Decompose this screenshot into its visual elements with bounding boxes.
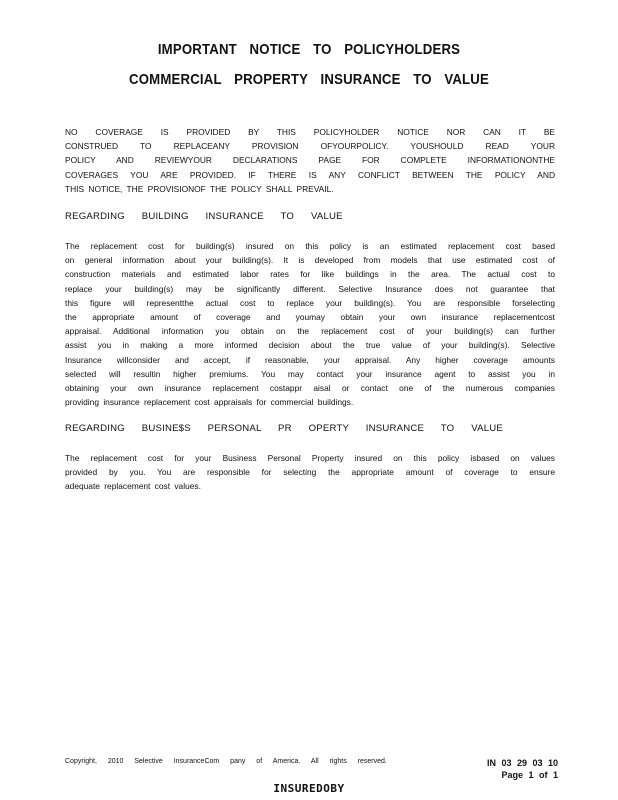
- building-line: The replacement cost for building(s) insured on this policy is an estimated replacement cost based: [65, 241, 555, 251]
- copyright-notice: Copyright, 2010 Selective InsuranceCom pany of America. All rights reserved.: [65, 758, 387, 765]
- building-line: on general information about your building(s). It is developed from models that use estimated cost of: [65, 255, 555, 266]
- building-line: the appropriate amount of coverage and youmay obtain your own insurance replacementcost: [65, 312, 555, 323]
- bpp-section-paragraph: [65, 451, 555, 494]
- building-section-paragraph: [65, 239, 555, 409]
- bpp-line: provided by you. You are responsible for selecting the appropriate amount of coverage to ensure: [65, 467, 555, 478]
- bpp-line: The replacement cost for your Business Personal Property insured on this policy isbased on values: [65, 453, 555, 463]
- intro-line: NO COVERAGE IS PROVIDED BY THIS POLICYHOLDER NOTICE NOR CAN IT BE: [65, 127, 555, 137]
- form-info: [487, 757, 558, 781]
- building-line: obtaining your own insurance replacement costappr aisal or contact one of the numerous companies: [65, 383, 555, 394]
- building-line: appraisal. Additional information you obtain on the replacement cost of your building(s) can further: [65, 326, 555, 337]
- building-line: assist you in making a more informed decision about the true value of your building(s). Selective: [65, 340, 555, 351]
- intro-line: THIS NOTICE, THE PROVISIONOF THE POLICY SHALL PREVAIL.: [65, 183, 334, 194]
- building-line: construction materials and estimated labor rates for like buildings in the area. The actual cost to: [65, 269, 555, 280]
- bpp-line: adequate replacement cost values.: [65, 481, 201, 492]
- watermark-text: INSUREDOBY: [273, 782, 345, 795]
- intro-notice-paragraph: [65, 125, 555, 196]
- intro-line: COVERAGES YOU ARE PROVIDED. IF THERE IS ANY CONFLICT BETWEEN THE POLICY AND: [65, 169, 555, 180]
- form-number: IN 03 29 03 10: [486, 758, 558, 768]
- building-line: replace your building(s) may be significantly different. Selective Insurance does not guarantee that: [65, 283, 555, 294]
- building-line: providing insurance replacement cost appraisals for commercial buildings.: [65, 397, 354, 408]
- document-title-line2: COMMERCIAL PROPERTY INSURANCE TO VALUE: [129, 71, 489, 88]
- bpp-section-heading: REGARDING BUSINE$S PERSONAL PR OPERTY INSURANCE TO VALUE: [65, 423, 503, 434]
- page-number: Page 1 of 1: [501, 770, 558, 780]
- building-line: selected will resultin higher premiums. You may contact your insurance agent to assist you in: [65, 368, 555, 379]
- building-line: this figure will representthe actual cost to replace your building(s). You are responsible forselecting: [65, 297, 555, 308]
- building-line: Insurance willconsider and accept, if reasonable, your appraisal. Any higher coverage amounts: [65, 354, 555, 365]
- intro-line: CONSTRUED TO REPLACEANY PROVISION OFYOURPOLICY. YOUSHOULD READ YOUR: [65, 141, 555, 152]
- building-section-heading: REGARDING BUILDING INSURANCE TO VALUE: [65, 211, 343, 222]
- intro-line: POLICY AND REVIEWYOUR DECLARATIONS PAGE FOR COMPLETE INFORMATIONONTHE: [65, 155, 555, 166]
- document-title-line1: IMPORTANT NOTICE TO POLICYHOLDERS: [157, 41, 461, 58]
